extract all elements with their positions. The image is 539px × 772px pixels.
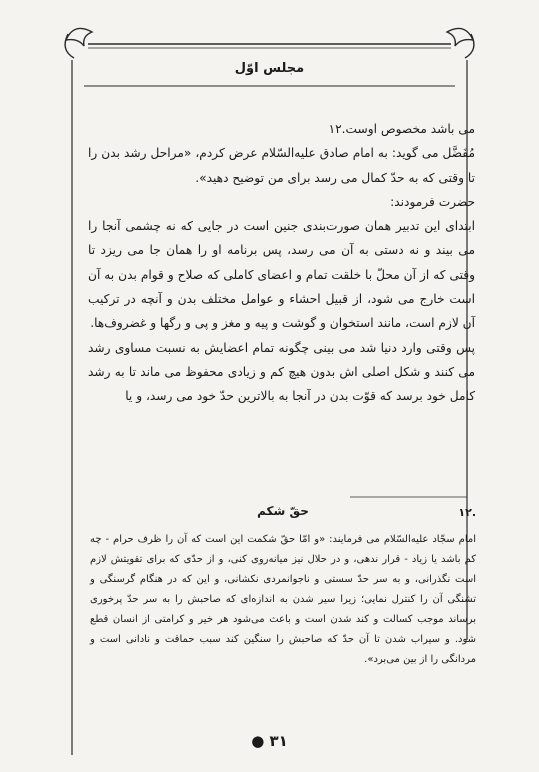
footnote-text: امام سجّاد علیه‌السّلام می فرمایند: «و امّا حقّ شکمت این است که آن را ظرف حرام - چه کم باشد یا زیاد - قرار ندهی، و در حلال نیز میانه‌روی کنی، و از حدّی که برای تقویتش لازم است نگذرانی، و به سر حدّ سستی و ناجوانمردی نکشانی، و این که در هنگام گرسنگی و تشنگی آن را کنترل نمایی؛ زیرا سیر شدن به اندازه‌ای که صاحبش را به سر حدّ پرخوری برساند موجب کسالت و کند شدن است و باعث می‌شود هر خیر و کرامتی از انسان قطع شود. و سیراب شدن تا آن حدّ که صاحبش را سنگین کند سبب حماقت و نادانی است و مردانگی را از بین می‌برد».	[90, 534, 476, 665]
paragraph: می باشد مخصوص اوست.١٢	[328, 122, 475, 136]
paragraph: مُفَضَّل می گوید: به امام صادق علیه‌السّلام عرض کردم، «مراحل رشد بدن را تا وقتی که به حدّ کمال می رسد برای من توضیح دهید».	[88, 146, 475, 185]
footnote	[90, 504, 476, 670]
chapter-title: مجلس اوّل	[234, 61, 305, 76]
footnote-title: حقّ شکم	[257, 504, 309, 518]
paragraph: پس وقتی وارد دنیا شد می بینی چگونه تمام اعضایش به نسبت مساوی رشد می کنند و شکل اصلی اش بدون هیچ کم و زیادی محفوظ می ماند تا به رشد کامل خود برسد که قوّت بدن در آنجا به بالاترین حدّ خود می رسد، و یا	[88, 340, 475, 404]
footnote-number: .١٢	[458, 506, 476, 519]
paragraph: ابتدای این تدبیر همان صورت‌بندی جنین است در جایی که نه چشمی آنجا را می بیند و نه دستی به آن می رسد، پس برنامه او را همان جا می ریزد تا وقتی که از آن محلّ با خلقت تمام و اعضای کاملی که صلاح و قوام بدن به آن است خارج می شود، از قبیل احشاء و عوامل مختلف بدن و آنچه در ترکیب آن لازم است، مانند استخوان و گوشت و پیه و مغز و پی و رگها و غضروف‌ها.	[88, 219, 475, 331]
main-text	[88, 117, 475, 409]
page-number: ● ٣١	[251, 732, 288, 750]
paragraph: حضرت فرمودند:	[390, 194, 475, 209]
